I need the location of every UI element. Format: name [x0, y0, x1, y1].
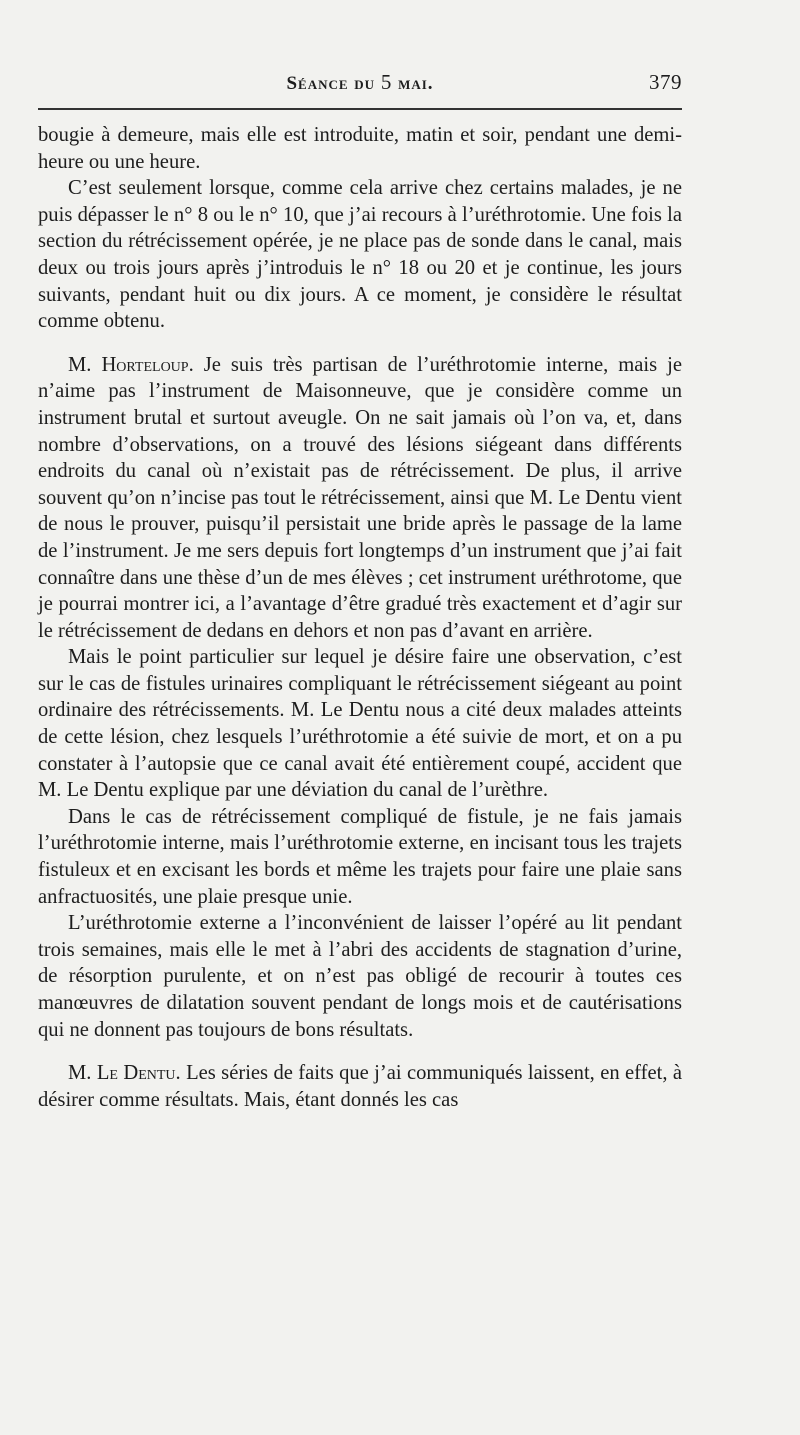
- page-header: [38, 70, 682, 100]
- paragraph-7: [38, 1060, 682, 1113]
- speaker-name: Horteloup.: [101, 353, 194, 376]
- header-rule: [38, 108, 682, 110]
- paragraph-5: Dans le cas de rétrécissement compliqué de fistule, je ne fais jamais l’uréthrotomie interne, mais l’uréthrotomie externe, en incisant tous les trajets fistuleux et en excisant les bords et même les trajets pour faire une plaie sans anfractuosités, une plaie presque unie.: [38, 805, 682, 908]
- paragraph-4: Mais le point particulier sur lequel je désire faire une observation, c’est sur le cas de fistules urinaires compliquant le rétrécissement siégeant au point ordinaire des rétrécissements. M. Le Dentu nous a cité deux malades atteints de cette lésion, chez lesquels l’uréthrotomie a été suivie de mort, et on a pu constater à l’autopsie que ce canal avait été entièrement coupé, accident que M. Le Dentu explique par une déviation du canal de l’urèthre.: [38, 646, 682, 802]
- page-number: 379: [649, 70, 682, 94]
- running-head: [38, 70, 682, 95]
- speaker-name: Le Dentu.: [96, 1062, 181, 1085]
- paragraph-3: [38, 352, 682, 645]
- body-text: [38, 122, 682, 1113]
- paragraph-3-text: Je suis très partisan de l’uréthrotomie interne, mais je n’aime pas l’instrument de Maisonneuve, que je considère comme un instrument brutal et surtout aveugle. On ne sait jamais où l’on va, et, dans nombre d’observations, on a trouvé des lésions siégeant dans différents endroits du canal où n’existait pas de rétrécissement. De plus, il arrive souvent qu’on n’incise pas tout le rétrécissement, ainsi que M. Le Dentu vient de nous le prouver, puisqu’il persistait une bride après le passage de la lame de l’instrument. Je me sers depuis fort longtemps d’un instrument que j’ai fait connaître dans une thèse d’un de mes élèves ; cet instrument uréthrotome, que je pourrai montrer ici, a l’avantage d’être gradué très exactement et d’agir sur le rétrécissement de dedans en dehors et non pas d’avant en arrière.: [38, 353, 682, 642]
- paragraph-7-text: Les séries de faits que j’ai communiqués laissent, en effet, à désirer comme résultats. Mais, étant donnés les cas: [38, 1062, 683, 1111]
- paragraph-1: bougie à demeure, mais elle est introduite, matin et soir, pendant une demi-heure ou une heure.: [38, 124, 682, 173]
- running-head-prefix: Séance du: [286, 73, 376, 94]
- running-head-month: mai.: [398, 73, 434, 94]
- page: [38, 70, 682, 1113]
- paragraph-2: C’est seulement lorsque, comme cela arrive chez certains malades, je ne puis dépasser le n° 8 ou le n° 10, que j’ai recours à l’uréthrotomie. Une fois la section du rétrécissement opérée, je ne place pas de sonde dans le canal, mais deux ou trois jours après j’introduis le n° 18 ou 20 et je continue, les jours suivants, pendant huit ou dix jours. A ce moment, je considère le résultat comme obtenu.: [38, 177, 682, 333]
- paragraph-6: L’uréthrotomie externe a l’inconvénient de laisser l’opéré au lit pendant trois semaines, mais elle le met à l’abri des accidents de stagnation d’urine, de résorption purulente, et on n’est pas obligé de recourir à toutes ces manœuvres de dilatation souvent pendant de longs mois et de cautérisations qui ne donnent pas toujours de bons résultats.: [38, 912, 682, 1041]
- running-head-day: 5: [380, 70, 393, 94]
- speaker-prefix: M.: [68, 353, 92, 376]
- speaker-prefix: M.: [68, 1062, 92, 1085]
